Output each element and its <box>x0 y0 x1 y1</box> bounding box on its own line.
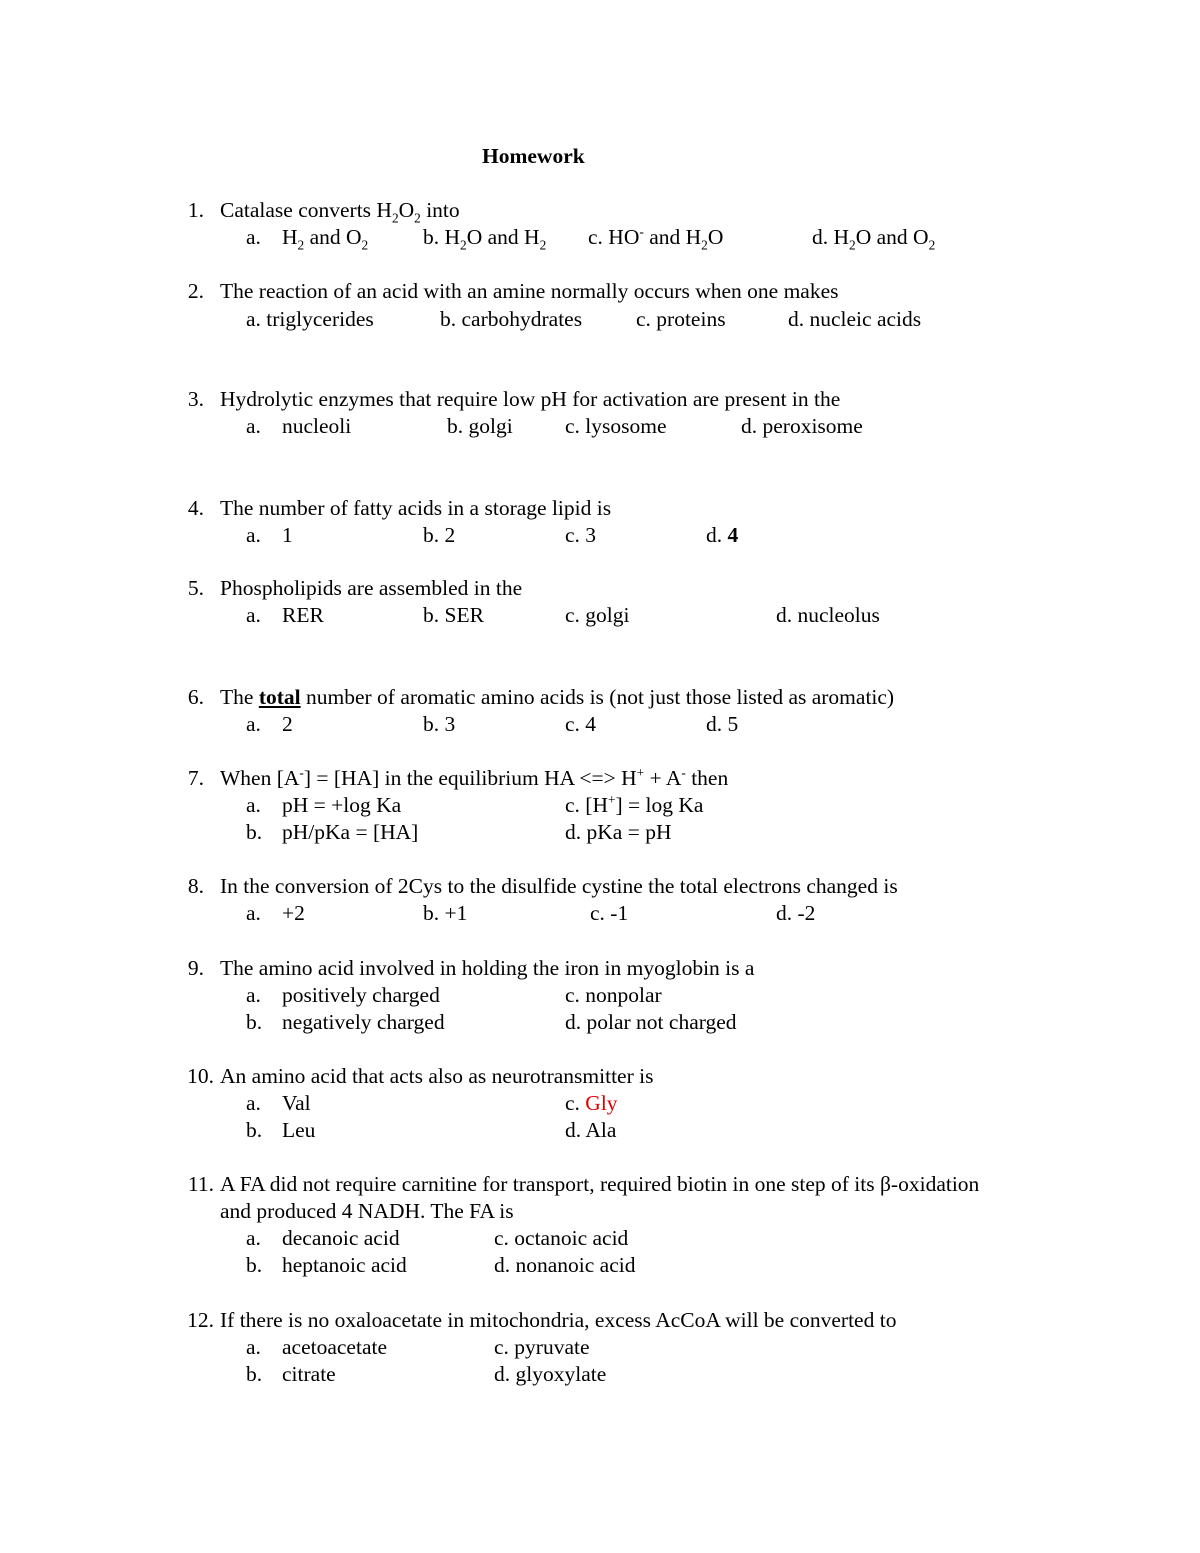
page-title: Homework <box>482 144 585 168</box>
question-1-option-b: b. $H_2O$ and $H_2$ <box>423 225 547 253</box>
question-1-number: 1. <box>187 198 204 222</box>
question-8-option-b: b. +1 <box>423 901 468 925</box>
question-10-stem: An amino acid that acts also as neurotransmitter is <box>220 1064 654 1088</box>
question-10-option-a-label: a. <box>246 1091 261 1115</box>
question-7-number: 7. <box>187 766 204 790</box>
question-10-option-b: Leu <box>282 1118 316 1142</box>
question-3-option-c: c. lysosome <box>565 414 667 438</box>
question-8-stem: In the conversion of 2Cys to the disulfide cystine the total electrons changed is <box>220 874 898 898</box>
question-11-number: 11. <box>187 1172 214 1196</box>
question-6-stem: The total number of aromatic amino acids is (not just those listed as aromatic) <box>220 685 895 709</box>
question-4-option-a-label: a. <box>246 523 261 547</box>
question-11-option-a: decanoic acid <box>282 1226 400 1250</box>
question-4-number: 4. <box>187 496 204 520</box>
question-9-option-a-label: a. <box>246 983 261 1007</box>
question-6-option-a: 2 <box>282 712 293 736</box>
question-2-number: 2. <box>187 279 204 303</box>
question-11-option-b: heptanoic acid <box>282 1253 407 1277</box>
question-8-option-a-label: a. <box>246 901 261 925</box>
question-7-option-a-label: a. <box>246 793 261 817</box>
question-11-option-d: d. nonanoic acid <box>494 1253 636 1277</box>
question-2-option-c: c. proteins <box>636 307 726 331</box>
question-3-option-a: nucleoli <box>282 414 352 438</box>
question-4-option-b: b. 2 <box>423 523 456 547</box>
question-8-option-c: c. -1 <box>590 901 629 925</box>
question-3-stem: Hydrolytic enzymes that require low pH for activation are present in the <box>220 387 841 411</box>
question-3-number: 3. <box>187 387 204 411</box>
question-9-number: 9. <box>187 956 204 980</box>
question-6-option-d: d. 5 <box>706 712 739 736</box>
question-3-option-d: d. peroxisome <box>741 414 863 438</box>
answer-highlight: Gly <box>585 1091 618 1115</box>
question-2-stem: The reaction of an acid with an amine normally occurs when one makes <box>220 279 839 303</box>
question-5-option-a-label: a. <box>246 603 261 627</box>
question-7-option-d: d. pKa = pH <box>565 820 672 844</box>
question-10-option-a: Val <box>282 1091 311 1115</box>
question-4-option-a: 1 <box>282 523 293 547</box>
question-4-option-c: c. 3 <box>565 523 597 547</box>
question-6-number: 6. <box>187 685 204 709</box>
question-9-option-d: d. polar not charged <box>565 1010 737 1034</box>
question-1-stem: Catalase converts $H_2O_2$ into <box>220 198 460 226</box>
question-3-option-b: b. golgi <box>447 414 513 438</box>
question-12-option-c: c. pyruvate <box>494 1335 590 1359</box>
question-11-option-b-label: b. <box>246 1253 263 1277</box>
question-11-option-a-label: a. <box>246 1226 261 1250</box>
question-9-option-b-label: b. <box>246 1010 263 1034</box>
question-5-stem: Phospholipids are assembled in the <box>220 576 523 600</box>
question-5-option-d: d. nucleolus <box>776 603 880 627</box>
question-8-option-a: +2 <box>282 901 305 925</box>
question-11-option-c: c. octanoic acid <box>494 1226 629 1250</box>
question-11-stem-line-2: and produced 4 NADH. The FA is <box>220 1199 514 1223</box>
question-8-option-d: d. -2 <box>776 901 816 925</box>
question-2-option-a: a. triglycerides <box>246 307 374 331</box>
question-6-option-b: b. 3 <box>423 712 456 736</box>
question-1-option-c: c. HO- and $H_2O$ <box>588 223 724 253</box>
question-1-option-d: d. $H_2O$ and $O_2$ <box>812 225 936 253</box>
question-1-option-a: $H_2$ and $O_2$ <box>282 225 369 253</box>
question-10-option-b-label: b. <box>246 1118 263 1142</box>
question-7-option-b: pH/pKa = [HA] <box>282 820 419 844</box>
question-12-option-a: acetoacetate <box>282 1335 388 1359</box>
question-9-option-c: c. nonpolar <box>565 983 662 1007</box>
question-4-stem: The number of fatty acids in a storage lipid is <box>220 496 612 520</box>
question-9-option-b: negatively charged <box>282 1010 445 1034</box>
question-7-stem: When [A-] = [HA] in the equilibrium HA <=> H+ + A- then <box>220 764 729 790</box>
question-8-number: 8. <box>187 874 204 898</box>
question-5-option-b: b. SER <box>423 603 484 627</box>
question-9-option-a: positively charged <box>282 983 440 1007</box>
question-6-option-c: c. 4 <box>565 712 597 736</box>
question-12-option-a-label: a. <box>246 1335 261 1359</box>
question-12-option-b: citrate <box>282 1362 336 1386</box>
question-7-option-b-label: b. <box>246 820 263 844</box>
question-10-option-c: c. Gly <box>565 1091 618 1115</box>
question-7-option-a: pH = +log Ka <box>282 793 402 817</box>
question-11-stem-line-1: A FA did not require carnitine for transport, required biotin in one step of its β-oxidation <box>220 1172 980 1196</box>
question-7-option-c: c. [H+] = log Ka <box>565 791 704 817</box>
question-12-stem: If there is no oxaloacetate in mitochondria, excess AcCoA will be converted to <box>220 1308 897 1332</box>
question-12-number: 12. <box>187 1308 214 1332</box>
question-10-number: 10. <box>187 1064 214 1088</box>
question-10-option-d: d. Ala <box>565 1118 617 1142</box>
question-6-option-a-label: a. <box>246 712 261 736</box>
question-12-option-d: d. glyoxylate <box>494 1362 607 1386</box>
question-3-option-a-label: a. <box>246 414 261 438</box>
question-5-number: 5. <box>187 576 204 600</box>
question-1-option-a-label: a. <box>246 225 261 249</box>
question-9-stem: The amino acid involved in holding the iron in myoglobin is a <box>220 956 755 980</box>
question-2-option-d: d. nucleic acids <box>788 307 922 331</box>
question-2-option-b: b. carbohydrates <box>440 307 583 331</box>
question-5-option-a: RER <box>282 603 324 627</box>
question-4-option-d: d. 4 <box>706 523 739 547</box>
question-12-option-b-label: b. <box>246 1362 263 1386</box>
question-5-option-c: c. golgi <box>565 603 630 627</box>
